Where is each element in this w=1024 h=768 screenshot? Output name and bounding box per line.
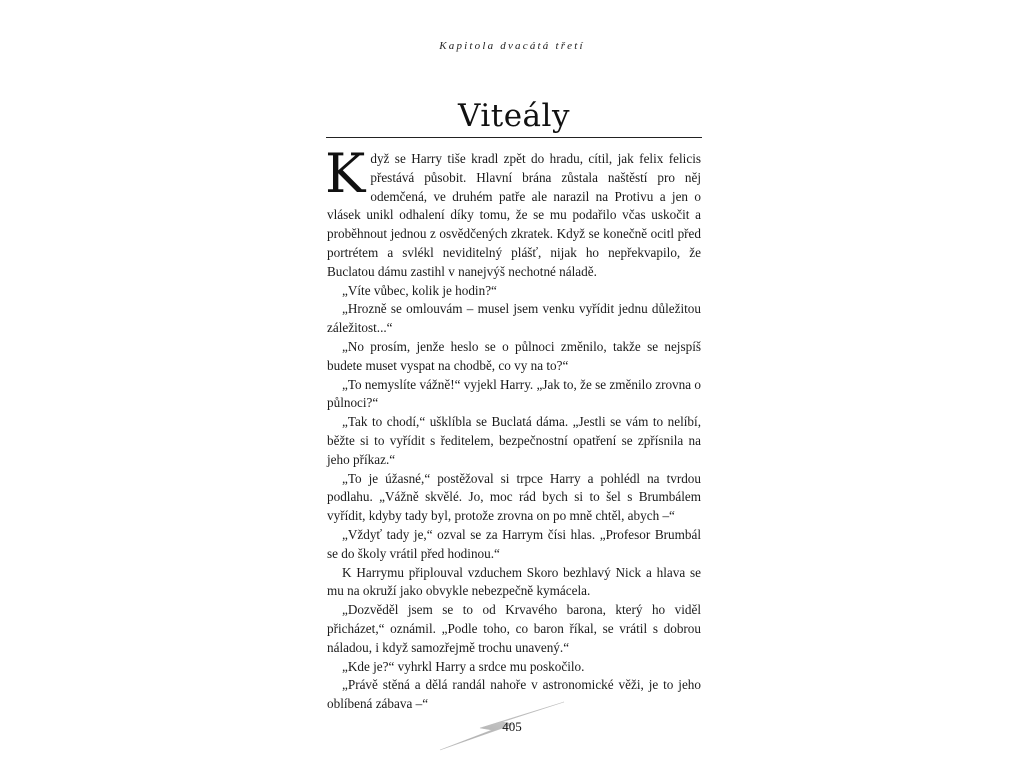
paragraph: „No prosím, jenže heslo se o půlnoci změnilo, takže se nejspíš budete muset vyspat na chodbě, co vy na to?“: [327, 338, 701, 373]
body-text: [325, 142, 701, 714]
paragraph-1: [325, 142, 701, 282]
running-head: Kapitola dvacátá třetí: [439, 40, 585, 52]
paragraph: „To nemyslíte vážně!“ vyjekl Harry. „Jak to, že se změnilo zrovna o půlnoci?“: [327, 376, 701, 411]
paragraph: „Dozvěděl jsem se to od Krvavého barona, který ho viděl přicházet,“ oznámil. „Podle toho, co baron říkal, se vrátil s dobrou náladou, i když samozřejmě trochu unavený.“: [327, 602, 701, 655]
paragraph: „Vždyť tady je,“ ozval se za Harrym čísi hlas. „Profesor Brumbál se do školy vrátil před hodinou.“: [327, 526, 701, 561]
paragraph: „Kde je?“ vyhrkl Harry a srdce mu poskočilo.: [342, 658, 585, 674]
paragraph: K Harrymu připlouval vzduchem Skoro bezhlavý Nick a hlava se mu na okruží jako obvykle nebezpečně kymácela.: [327, 564, 701, 599]
paragraph: „Právě stěná a dělá randál nahoře v astronomické věži, je to jeho oblíbená zábava –“: [327, 677, 701, 712]
paragraph: „To je úžasné,“ postěžoval si trpce Harry a pohlédl na tvrdou podlahu. „Vážně skvělé. Jo, moc rád bych si to šel s Brumbálem vyřídit, kdyby tady byl, protože zrovna on po mně chtěl, abych –“: [327, 470, 701, 524]
paragraph: „Hrozně se omlouvám – musel jsem venku vyřídit jednu důležitou záležitost...“: [327, 301, 701, 336]
title-rule: [326, 137, 702, 138]
drop-cap: K: [325, 142, 366, 205]
paragraph: „Tak to chodí,“ ušklíbla se Buclatá dáma. „Jestli se vám to nelíbí, běžte si to vyřídit s ředitelem, bezpečnostní opatření se zpřísnila na jeho příkaz.“: [327, 414, 701, 467]
paragraph-1-text: dyž se Harry tiše kradl zpět do hradu, cítil, jak felix felicis přestává působit. Hlavní brána zůstala naštěstí pro něj odemčená, ve druhém patře ale narazil na Protivu a jen o vlásek unikl odhalení díky tomu, že se mu podařilo včas uskočit a proběhnout jednou z osvědčených zkratek. Když se konečně ocitl před portrétem a svlékl neviditelný plášť, nijak ho nepřekvapilo, že Buclatou dámu zastihl v nanejvýš nechotné náladě.: [327, 151, 701, 279]
page-number: 405: [502, 719, 522, 734]
chapter-title: Viteály: [458, 98, 570, 134]
paragraph: „Víte vůbec, kolik je hodin?“: [342, 282, 497, 298]
